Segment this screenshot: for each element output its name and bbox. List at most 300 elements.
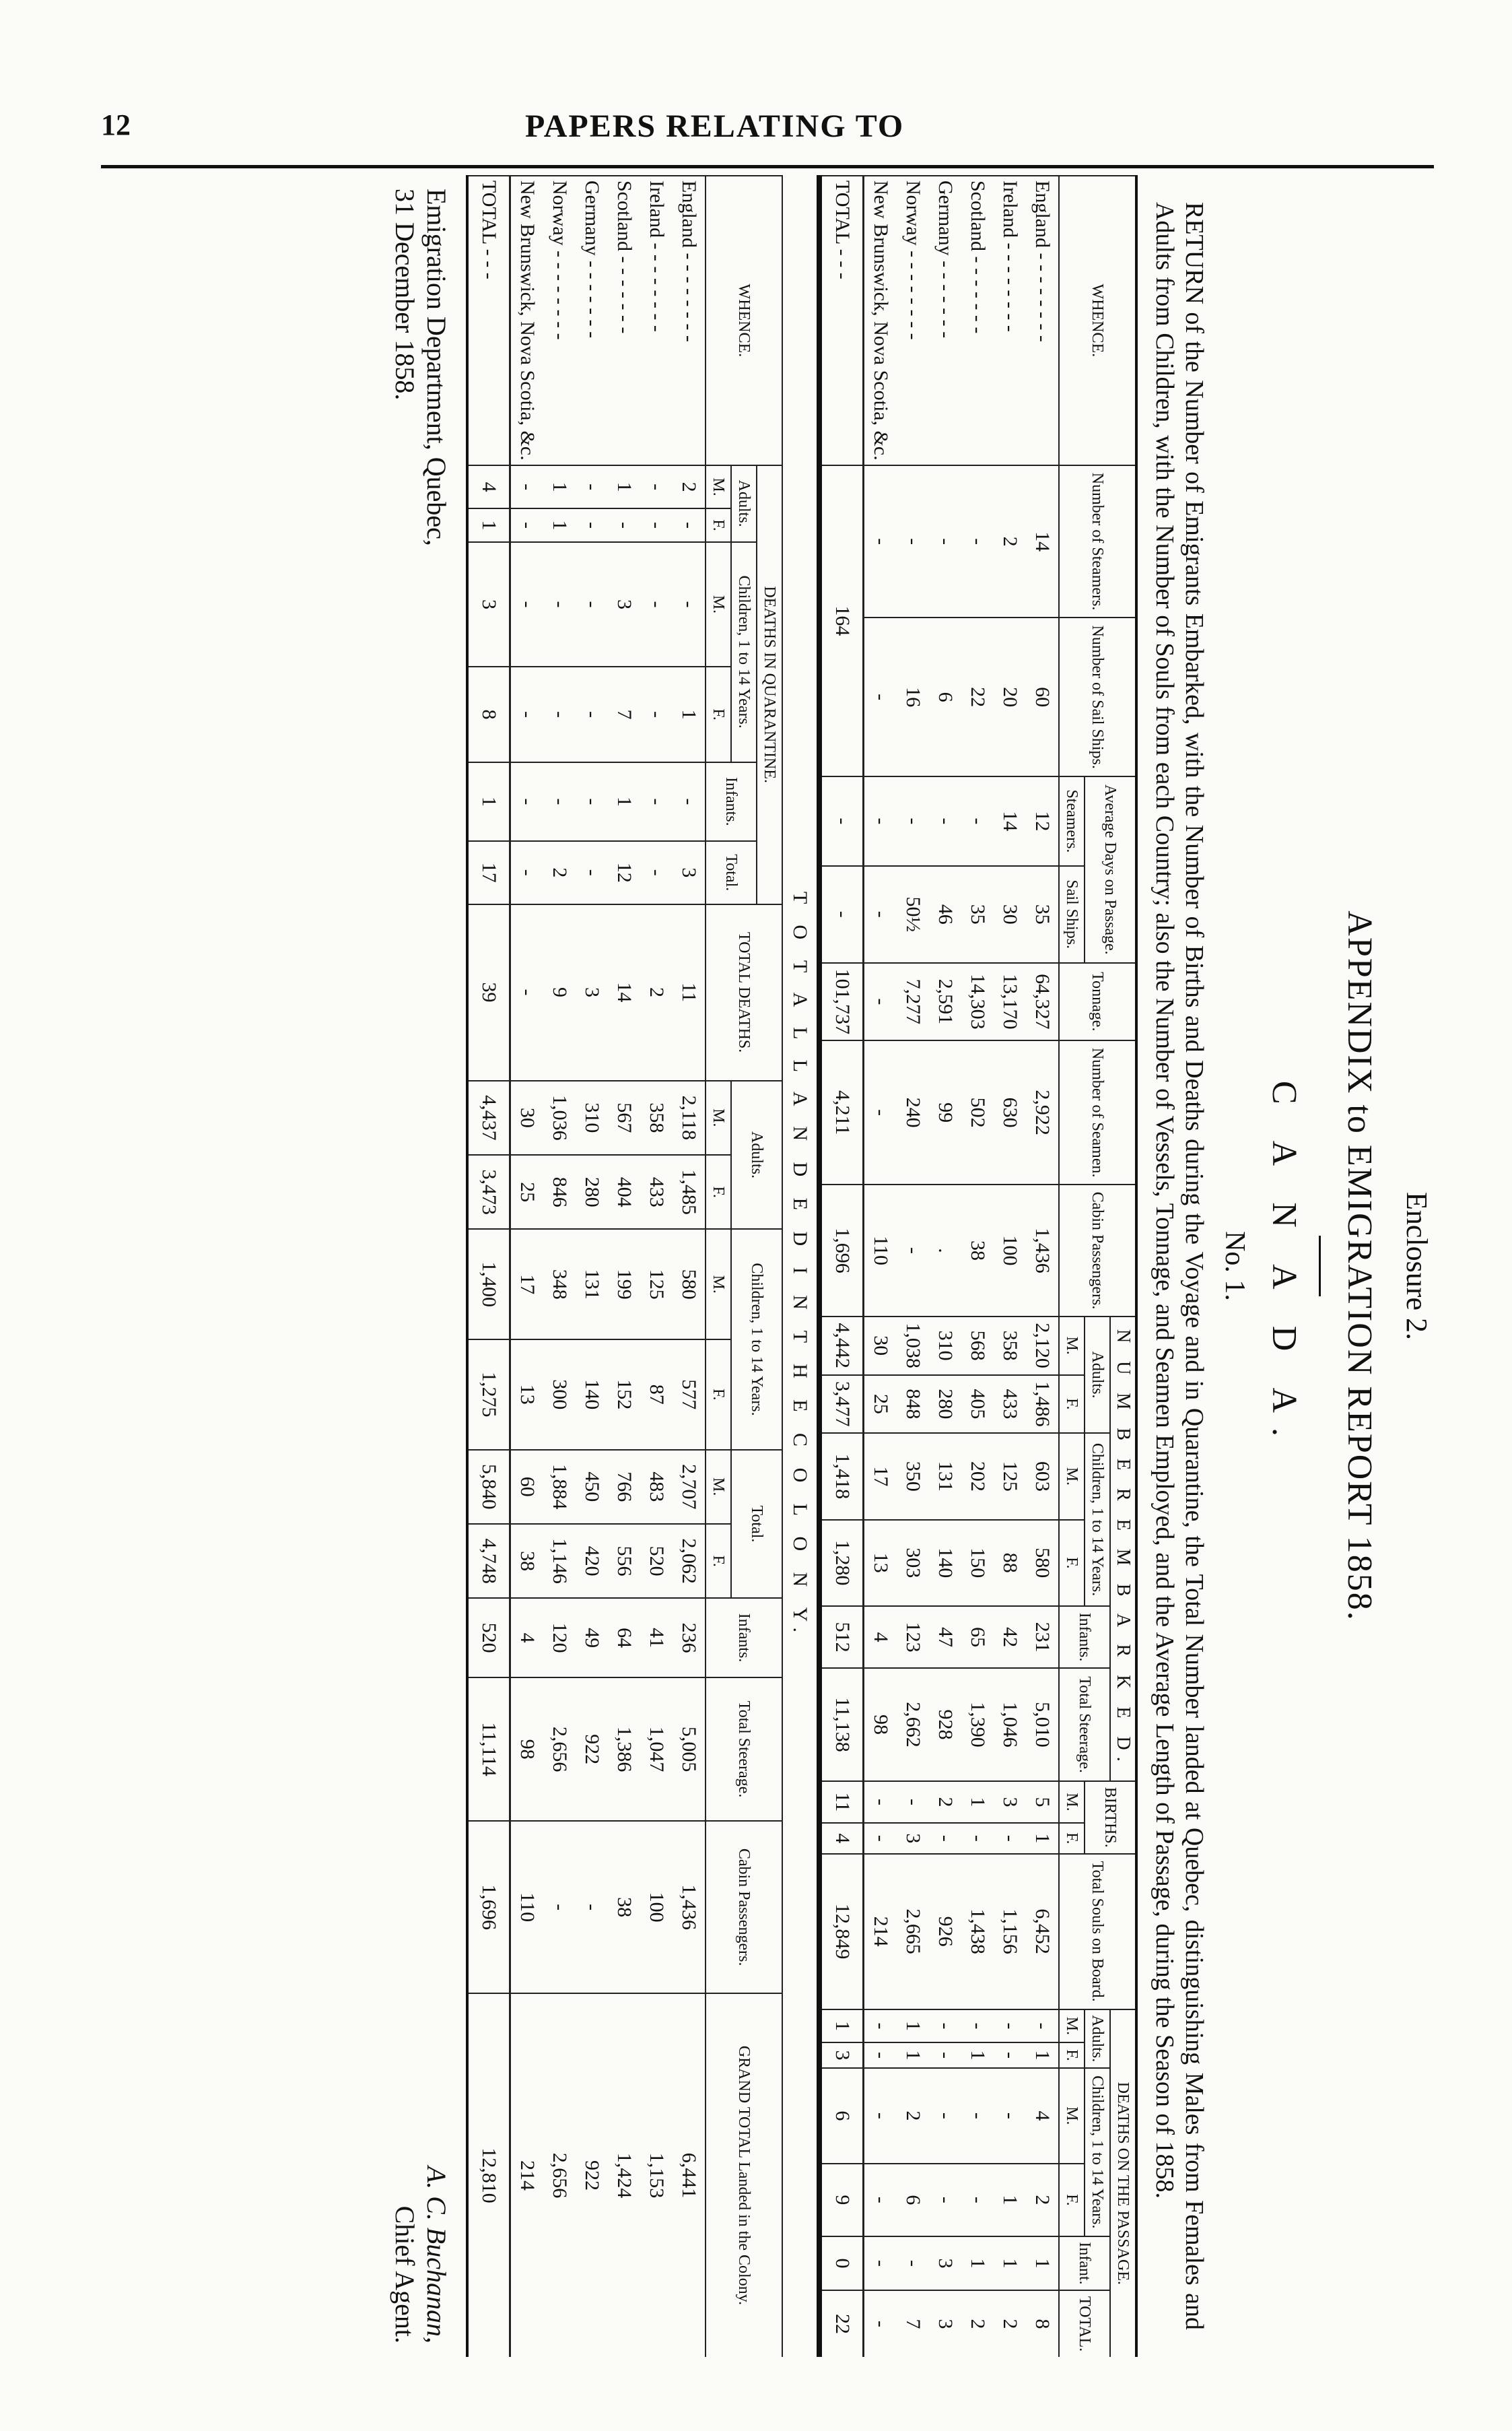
row-whence: Germany - - - - - - -	[576, 176, 608, 465]
col2-total-m: M.	[706, 1450, 731, 1524]
col2-l-children-m: M.	[706, 1229, 731, 1339]
cell-cabin: 38	[608, 1821, 640, 1993]
footer	[389, 175, 452, 2357]
cell-l-ch-f: 87	[640, 1339, 673, 1450]
col-avg-steamers: Steamers.	[1059, 776, 1085, 866]
col2-l-adults-f: F.	[706, 1155, 731, 1229]
cell-tonnage: 7,277	[897, 963, 929, 1041]
cell-grand: 922	[576, 1993, 608, 2357]
cell-steamers: 2	[994, 465, 1026, 618]
total-label: TOTAL - - -	[467, 176, 510, 465]
cell-l-ad-f: 433	[640, 1155, 673, 1229]
row-whence: Norway - - - - - - - -	[897, 176, 929, 465]
row-whence: New Brunswick, Nova Scotia, &c.	[510, 176, 544, 465]
cell-infants: 47	[929, 1606, 961, 1668]
cell-grand: 2,656	[543, 1993, 576, 2357]
cell-steerage: 98	[510, 1677, 544, 1822]
cell-steerage: 922	[576, 1677, 608, 1822]
cell-q-ad-m: 1	[608, 465, 640, 509]
col-total-steerage: Total Steerage.	[1059, 1668, 1110, 1781]
cell-steerage: 5,005	[673, 1677, 706, 1822]
total-souls: 12,849	[821, 1854, 864, 2009]
cell-t-m: 766	[608, 1450, 640, 1524]
row-whence: Scotland - - - - - - -	[608, 176, 640, 465]
cell-cabin: .	[929, 1185, 961, 1317]
total-steerage: 11,114	[467, 1677, 510, 1822]
cell-seamen: -	[864, 1040, 897, 1185]
cell-avg-st: 12	[1026, 776, 1059, 866]
cell-steerage: 2,656	[543, 1677, 576, 1822]
cell-d-ch-f: -	[929, 2164, 961, 2236]
cell-steamers: -	[897, 465, 929, 618]
cell-d-ch-m: 2	[897, 2068, 929, 2164]
cell-d-ch-f: 6	[897, 2164, 929, 2236]
col2-total-deaths: TOTAL DEATHS.	[706, 904, 782, 1081]
cell-ch-f: 580	[1026, 1520, 1059, 1606]
total-vessels: 164	[821, 465, 864, 776]
cell-d-inf: 1	[994, 2236, 1026, 2290]
cell-sail: 22	[961, 618, 994, 776]
cell-infants: 65	[961, 1606, 994, 1668]
total-cabin: 1,696	[821, 1185, 864, 1317]
col-d-adults-m: M.	[1059, 2009, 1085, 2042]
col2-l-adults-m: M.	[706, 1081, 731, 1155]
cell-grand: 1,424	[608, 1993, 640, 2357]
cell-q-ch-f: -	[640, 667, 673, 762]
total-infants: 520	[467, 1598, 510, 1677]
col-whence: WHENCE.	[1059, 176, 1136, 465]
cell-seamen: 99	[929, 1040, 961, 1185]
col-num-steamers: Number of Steamers.	[1059, 465, 1136, 618]
cell-cabin: 38	[961, 1185, 994, 1317]
landed-banner: T O T A L L A N D E D I N T H E C O L O N Y.	[782, 175, 819, 2357]
cell-b-m: -	[864, 1781, 897, 1823]
cell-l-ch-m: 348	[543, 1229, 576, 1339]
cell-souls: 214	[864, 1854, 897, 2009]
cell-souls: 1,438	[961, 1854, 994, 2009]
cell-q-ad-f: -	[608, 508, 640, 541]
cell-avg-sail: 35	[1026, 866, 1059, 963]
row-whence: Norway - - - - - - - -	[543, 176, 576, 465]
cell-total-deaths: -	[510, 904, 544, 1081]
return-number: No. 1.	[1219, 1231, 1250, 1301]
cell-infants: 123	[897, 1606, 929, 1668]
cell-q-ch-m: -	[673, 542, 706, 667]
cell-q-total: 2	[543, 841, 576, 904]
cell-b-f: -	[994, 1823, 1026, 1854]
cell-ad-m: 2,120	[1026, 1317, 1059, 1375]
cell-q-ad-m: -	[576, 465, 608, 509]
cell-d-ch-f: 2	[1026, 2164, 1059, 2236]
table-row	[510, 176, 544, 2357]
cell-ad-f: 433	[994, 1375, 1026, 1434]
cell-d-inf: -	[897, 2236, 929, 2290]
table-row	[673, 176, 706, 2357]
embarked-table-body	[821, 176, 1059, 2357]
cell-infants: 41	[640, 1598, 673, 1677]
total-tonnage: 101,737	[821, 963, 864, 1041]
col2-q-adults-f: F.	[706, 508, 731, 541]
cell-t-m: 2,707	[673, 1450, 706, 1524]
cell-total-deaths: 2	[640, 904, 673, 1081]
cell-t-m: 1,884	[543, 1450, 576, 1524]
cell-d-total: 2	[961, 2290, 994, 2357]
cell-t-m: 483	[640, 1450, 673, 1524]
total-avg-sail: -	[821, 866, 864, 963]
total-d-ch-m: 6	[821, 2068, 864, 2164]
cell-q-inf: -	[673, 762, 706, 841]
total-q-ch-f: 8	[467, 667, 510, 762]
cell-q-ch-m: -	[543, 542, 576, 667]
cell-d-inf: -	[864, 2236, 897, 2290]
cell-q-ch-m: 3	[608, 542, 640, 667]
cell-t-f: 1,146	[543, 1524, 576, 1598]
cell-cabin: 110	[510, 1821, 544, 1993]
department-block	[389, 189, 452, 546]
col2-total-steerage: Total Steerage.	[706, 1677, 782, 1822]
cell-l-ch-f: 300	[543, 1339, 576, 1450]
signature-title: Chief Agent.	[390, 2205, 420, 2343]
cell-ad-m: 568	[961, 1317, 994, 1375]
col2-q-children-f: F.	[706, 667, 731, 762]
cell-total-steerage: 98	[864, 1668, 897, 1781]
col-d-adults: Adults.	[1085, 2009, 1110, 2068]
total-q-total: 17	[467, 841, 510, 904]
cell-cabin: 1,436	[1026, 1185, 1059, 1317]
cell-steamers: -	[929, 465, 961, 618]
col-children-f: F.	[1059, 1520, 1085, 1606]
cell-b-m: 5	[1026, 1781, 1059, 1823]
col-tonnage: Tonnage.	[1059, 963, 1136, 1041]
total-b-f: 4	[821, 1823, 864, 1854]
cell-q-ch-f: -	[510, 667, 544, 762]
cell-avg-sail: 50½	[897, 866, 929, 963]
total-l-ad-m: 4,437	[467, 1081, 510, 1155]
cell-d-total: 2	[994, 2290, 1026, 2357]
row-whence: England - - - - - - - -	[673, 176, 706, 465]
cell-sail: 60	[1026, 618, 1059, 776]
cell-l-ad-f: 1,485	[673, 1155, 706, 1229]
cell-b-m: 2	[929, 1781, 961, 1823]
total-d-ad-m: 1	[821, 2009, 864, 2042]
total-total-steerage: 11,138	[821, 1668, 864, 1781]
cell-q-ch-f: -	[576, 667, 608, 762]
cell-d-ad-f: -	[994, 2042, 1026, 2068]
cell-q-ch-m: -	[640, 542, 673, 667]
col2-cabin: Cabin Passengers.	[706, 1821, 782, 1993]
col-d-adults-f: F.	[1059, 2042, 1085, 2068]
cell-tonnage: 64,327	[1026, 963, 1059, 1041]
cell-l-ch-m: 580	[673, 1229, 706, 1339]
col2-deaths-quarantine: DEATHS IN QUARANTINE.	[757, 465, 782, 904]
cell-tonnage: 13,170	[994, 963, 1026, 1041]
cell-d-inf: 1	[961, 2236, 994, 2290]
cell-q-inf: -	[576, 762, 608, 841]
appendix-title: APPENDIX to EMIGRATION REPORT 1858.	[1340, 910, 1379, 1622]
title-divider	[1319, 1236, 1321, 1296]
total-l-ad-f: 3,473	[467, 1155, 510, 1229]
col-number-embarked: N U M B E R E M B A R K E D.	[1110, 1317, 1136, 1781]
cell-ad-m: 30	[864, 1317, 897, 1375]
cell-infants: 231	[1026, 1606, 1059, 1668]
col-cabin: Cabin Passengers.	[1059, 1185, 1136, 1317]
total-q-ad-m: 4	[467, 465, 510, 509]
cell-cabin: -	[543, 1821, 576, 1993]
cell-l-ch-f: 577	[673, 1339, 706, 1450]
total-infants: 512	[821, 1606, 864, 1668]
col2-q-total: Total.	[706, 841, 757, 904]
embarked-table	[819, 175, 1138, 2357]
signature-block	[389, 2166, 452, 2343]
cell-d-ad-m: -	[994, 2009, 1026, 2042]
cell-q-ad-m: -	[510, 465, 544, 509]
cell-q-ad-f: 1	[543, 508, 576, 541]
col-total-souls: Total Souls on Board.	[1059, 1854, 1136, 2009]
col2-children: Children, 1 to 14 Years.	[731, 1229, 782, 1449]
cell-l-ad-m: 567	[608, 1081, 640, 1155]
cell-total-steerage: 1,046	[994, 1668, 1026, 1781]
cell-b-m: 3	[994, 1781, 1026, 1823]
total-label: TOTAL - - -	[821, 176, 864, 465]
cell-q-ch-f: 1	[673, 667, 706, 762]
cell-l-ch-f: 140	[576, 1339, 608, 1450]
cell-souls: 2,665	[897, 1854, 929, 2009]
cell-souls: 6,452	[1026, 1854, 1059, 2009]
cell-t-f: 520	[640, 1524, 673, 1598]
cell-seamen: 240	[897, 1040, 929, 1185]
col-births-m: M.	[1059, 1781, 1085, 1823]
cell-q-ch-f: -	[543, 667, 576, 762]
cell-b-m: 1	[961, 1781, 994, 1823]
col2-l-children-f: F.	[706, 1339, 731, 1450]
cell-d-total: -	[864, 2290, 897, 2357]
total-cabin: 1,696	[467, 1821, 510, 1993]
total-t-f: 4,748	[467, 1524, 510, 1598]
cell-infants: 49	[576, 1598, 608, 1677]
col2-whence: WHENCE.	[706, 176, 782, 465]
cell-q-ad-m: -	[640, 465, 673, 509]
cell-d-ad-m: -	[1026, 2009, 1059, 2042]
table-row	[543, 176, 576, 2357]
cell-q-ad-f: -	[576, 508, 608, 541]
cell-d-ad-f: 1	[897, 2042, 929, 2068]
cell-infants: 4	[864, 1606, 897, 1668]
cell-ad-f: 280	[929, 1375, 961, 1434]
cell-steamers: -	[864, 465, 897, 618]
cell-l-ad-m: 2,118	[673, 1081, 706, 1155]
signature-name: A. C. Buchanan,	[421, 2166, 452, 2343]
cell-sail: 6	[929, 618, 961, 776]
total-d-total: 22	[821, 2290, 864, 2357]
cell-infants: 4	[510, 1598, 544, 1677]
cell-ch-m: 202	[961, 1433, 994, 1519]
cell-infants: 236	[673, 1598, 706, 1677]
cell-ch-f: 13	[864, 1520, 897, 1606]
rotated-page-content	[94, 175, 1441, 2357]
table-row	[608, 176, 640, 2357]
cell-q-total: 3	[673, 841, 706, 904]
cell-q-total: -	[640, 841, 673, 904]
t2-total-row	[467, 176, 510, 2357]
cell-d-inf: 1	[1026, 2236, 1059, 2290]
header-rule	[101, 165, 1434, 168]
cell-sail: -	[864, 618, 897, 776]
cell-souls: 1,156	[994, 1854, 1026, 2009]
total-d-ch-f: 9	[821, 2164, 864, 2236]
cell-l-ch-f: 152	[608, 1339, 640, 1450]
col-d-children-m: M.	[1059, 2068, 1085, 2164]
col-d-children: Children, 1 to 14 Years.	[1085, 2068, 1110, 2236]
table-row	[576, 176, 608, 2357]
row-whence: Ireland - - - - - - - -	[994, 176, 1026, 465]
total-ad-m: 4,442	[821, 1317, 864, 1375]
cell-l-ad-f: 25	[510, 1155, 544, 1229]
cell-d-total: 3	[929, 2290, 961, 2357]
cell-ad-m: 310	[929, 1317, 961, 1375]
col2-adults: Adults.	[731, 1081, 782, 1230]
total-q-ch-m: 3	[467, 542, 510, 667]
total-seamen: 4,211	[821, 1040, 864, 1185]
cell-avg-sail: 35	[961, 866, 994, 963]
col2-total-f: F.	[706, 1524, 731, 1598]
cell-q-total: -	[510, 841, 544, 904]
col-d-children-f: F.	[1059, 2164, 1085, 2236]
department-date: 31 December 1858.	[390, 189, 420, 401]
col-infants: Infants.	[1059, 1606, 1110, 1668]
row-whence: England - - - - - - - -	[1026, 176, 1059, 465]
cell-l-ad-f: 280	[576, 1155, 608, 1229]
table-row	[961, 176, 994, 2357]
cell-d-ch-m: -	[961, 2068, 994, 2164]
cell-infants: 42	[994, 1606, 1026, 1668]
cell-ch-m: 603	[1026, 1433, 1059, 1519]
cell-sail: 20	[994, 618, 1026, 776]
cell-b-f: 3	[897, 1823, 929, 1854]
running-header: PAPERS RELATING TO	[525, 108, 905, 144]
cell-t-m: 60	[510, 1450, 544, 1524]
cell-d-ch-f: 1	[994, 2164, 1026, 2236]
cell-total-deaths: 3	[576, 904, 608, 1081]
cell-sail: 16	[897, 618, 929, 776]
t1-total-row	[821, 176, 864, 2357]
page-number: 12	[101, 108, 131, 141]
cell-ad-m: 1,038	[897, 1317, 929, 1375]
cell-t-f: 2,062	[673, 1524, 706, 1598]
cell-avg-sail: 46	[929, 866, 961, 963]
cell-q-ad-m: 1	[543, 465, 576, 509]
cell-l-ch-m: 131	[576, 1229, 608, 1339]
enclosure-label: Enclosure 2.	[1400, 1192, 1433, 1340]
cell-b-f: -	[864, 1823, 897, 1854]
cell-avg-st: -	[897, 776, 929, 866]
cell-grand: 214	[510, 1993, 544, 2357]
col-children-m: M.	[1059, 1433, 1085, 1519]
col2-q-children: Children, 1 to 14 Years.	[731, 542, 757, 762]
cell-ch-m: 350	[897, 1433, 929, 1519]
total-t-m: 5,840	[467, 1450, 510, 1524]
cell-d-ad-f: -	[864, 2042, 897, 2068]
cell-tonnage: 14,303	[961, 963, 994, 1041]
col-avg-sail: Sail Ships.	[1059, 866, 1085, 963]
cell-b-f: -	[961, 1823, 994, 1854]
cell-d-ch-m: 4	[1026, 2068, 1059, 2164]
cell-ad-m: 358	[994, 1317, 1026, 1375]
cell-d-ch-m: -	[994, 2068, 1026, 2164]
col2-q-adults-m: M.	[706, 465, 731, 509]
cell-total-steerage: 928	[929, 1668, 961, 1781]
cell-ch-f: 150	[961, 1520, 994, 1606]
cell-t-m: 450	[576, 1450, 608, 1524]
cell-l-ch-f: 13	[510, 1339, 544, 1450]
cell-seamen: 2,922	[1026, 1040, 1059, 1185]
cell-q-ad-m: 2	[673, 465, 706, 509]
cell-souls: 926	[929, 1854, 961, 2009]
cell-d-ad-m: -	[929, 2009, 961, 2042]
cell-d-ad-f: 1	[1026, 2042, 1059, 2068]
cell-ch-f: 140	[929, 1520, 961, 1606]
cell-q-inf: -	[510, 762, 544, 841]
cell-total-deaths: 11	[673, 904, 706, 1081]
quarantine-landed-body	[467, 176, 706, 2357]
cell-l-ch-m: 17	[510, 1229, 544, 1339]
total-d-ad-f: 3	[821, 2042, 864, 2068]
cell-avg-sail: -	[864, 866, 897, 963]
cell-ch-f: 88	[994, 1520, 1026, 1606]
total-total-deaths: 39	[467, 904, 510, 1081]
col-seamen: Number of Seamen.	[1059, 1040, 1136, 1185]
cell-q-ch-f: 7	[608, 667, 640, 762]
cell-d-ch-m: -	[864, 2068, 897, 2164]
cell-ch-m: 125	[994, 1433, 1026, 1519]
cell-avg-sail: 30	[994, 866, 1026, 963]
total-avg-st: -	[821, 776, 864, 866]
cell-infants: 120	[543, 1598, 576, 1677]
cell-l-ad-f: 846	[543, 1155, 576, 1229]
cell-q-total: -	[576, 841, 608, 904]
cell-ch-f: 303	[897, 1520, 929, 1606]
cell-cabin: 100	[994, 1185, 1026, 1317]
cell-total-steerage: 1,390	[961, 1668, 994, 1781]
cell-d-ad-m: -	[864, 2009, 897, 2042]
return-description: RETURN of the Number of Emigrants Embarked, with the Number of Births and Deaths during the Voyage and in Quarantine, the Total Number landed at Quebec, distinguishing Males from Females and Adults from Children, with the Number of Souls from each Country; also the Number of Vessels, Tonnage, and Seamen Employed, and the Average Length of Passage, during the Season of 1858.	[1150, 202, 1208, 2330]
cell-steerage: 1,386	[608, 1677, 640, 1822]
col-children: Children, 1 to 14 Years.	[1085, 1433, 1110, 1606]
cell-tonnage: -	[864, 963, 897, 1041]
col-num-sail: Number of Sail Ships.	[1059, 618, 1136, 776]
cell-q-inf: -	[543, 762, 576, 841]
cell-total-steerage: 2,662	[897, 1668, 929, 1781]
cell-l-ad-f: 404	[608, 1155, 640, 1229]
cell-cabin: -	[897, 1185, 929, 1317]
cell-l-ad-m: 30	[510, 1081, 544, 1155]
cell-b-f: -	[929, 1823, 961, 1854]
cell-q-ad-f: -	[673, 508, 706, 541]
total-q-ad-f: 1	[467, 508, 510, 541]
col2-q-infants: Infants.	[706, 762, 757, 841]
table-row	[864, 176, 897, 2357]
col2-total: Total.	[731, 1450, 782, 1599]
cell-q-ad-f: -	[640, 508, 673, 541]
cell-q-ad-f: -	[510, 508, 544, 541]
cell-avg-st: -	[864, 776, 897, 866]
total-ch-m: 1,418	[821, 1433, 864, 1519]
cell-d-ad-f: 1	[961, 2042, 994, 2068]
cell-d-ad-f: -	[929, 2042, 961, 2068]
cell-d-ch-m: -	[929, 2068, 961, 2164]
cell-cabin: 110	[864, 1185, 897, 1317]
cell-l-ch-m: 199	[608, 1229, 640, 1339]
table-row	[929, 176, 961, 2357]
